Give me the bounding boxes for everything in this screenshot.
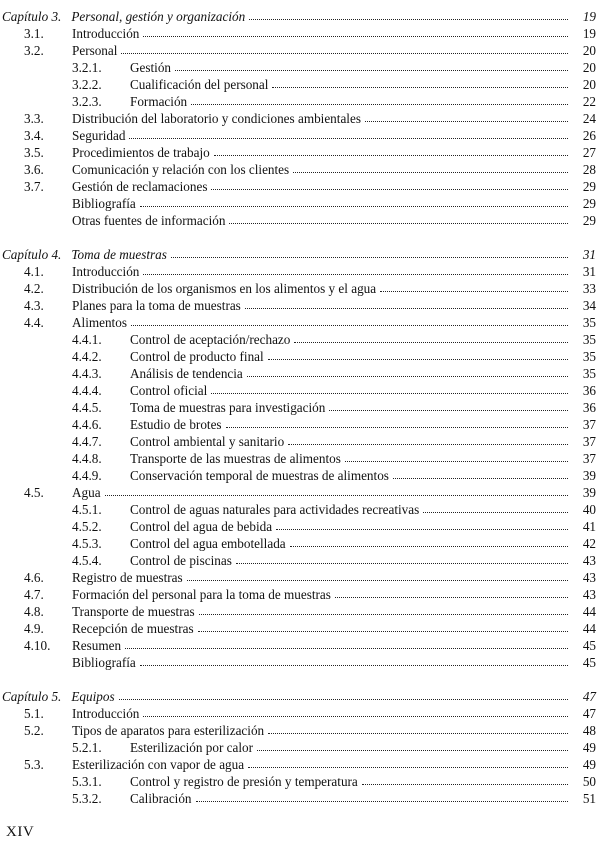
toc-page-number: 51 <box>582 791 596 806</box>
toc-entry-title: Procedimientos de trabajo <box>72 145 210 160</box>
toc-entry-title: Control ambiental y sanitario <box>130 434 285 449</box>
toc-entry-title: Estudio de brotes <box>130 417 222 432</box>
toc-page-number: 20 <box>582 43 596 58</box>
dot-leader <box>131 325 568 326</box>
toc-entry-number: 4.6. <box>24 570 44 585</box>
toc-page-number: 39 <box>582 468 596 483</box>
toc-page-number: 24 <box>582 111 596 126</box>
toc-entry-title: Cualificación del personal <box>130 77 269 92</box>
toc-entry-row <box>0 552 600 569</box>
toc-page-number: 27 <box>582 145 596 160</box>
toc-entry-number: 4.2. <box>24 281 44 296</box>
toc-page-number: 43 <box>582 587 596 602</box>
toc-entry-row <box>0 739 600 756</box>
toc-entry-row <box>0 314 600 331</box>
toc-page-number: 47 <box>582 706 596 721</box>
dot-leader <box>268 733 568 734</box>
dot-leader <box>249 19 568 20</box>
toc-entry-row <box>0 93 600 110</box>
dot-leader <box>214 155 568 156</box>
toc-entry-title: Control y registro de presión y temperatura <box>130 774 358 789</box>
toc-entry-row <box>0 348 600 365</box>
toc-entry-number: 5.3. <box>24 757 44 772</box>
toc-entry-title: Otras fuentes de información <box>72 213 226 228</box>
toc-entry-title: Agua <box>72 485 101 500</box>
toc-page-number: 31 <box>582 247 596 262</box>
dot-leader <box>121 53 568 54</box>
dot-leader <box>198 631 568 632</box>
toc-entry-title: Registro de muestras <box>72 570 183 585</box>
toc-entry-row <box>0 297 600 314</box>
toc-page-number: 39 <box>582 485 596 500</box>
toc-entry-number: 4.4. <box>24 315 44 330</box>
dot-leader <box>143 716 568 717</box>
dot-leader <box>288 444 568 445</box>
dot-leader <box>272 87 568 88</box>
toc-page-number: 28 <box>582 162 596 177</box>
toc-entry-title: Seguridad <box>72 128 126 143</box>
toc-entry-number: 4.8. <box>24 604 44 619</box>
toc-chapter-label: Capítulo 3. <box>2 9 62 24</box>
toc-entry-title: Control de producto final <box>130 349 264 364</box>
toc-page-number: 44 <box>582 604 596 619</box>
toc-entry-title: Tipos de aparatos para esterilización <box>72 723 265 738</box>
toc-entry-title: Análisis de tendencia <box>130 366 243 381</box>
toc-page-number: 43 <box>582 553 596 568</box>
toc-entry-number: 4.7. <box>24 587 44 602</box>
toc-entry-number: 4.4.4. <box>72 383 102 398</box>
toc-entry-number: 3.6. <box>24 162 44 177</box>
dot-leader <box>119 699 568 700</box>
toc-chapter-title: Equipos <box>71 689 115 704</box>
dot-leader <box>380 291 568 292</box>
toc-page-number: 43 <box>582 570 596 585</box>
toc-entry-row <box>0 365 600 382</box>
toc-entry-row <box>0 416 600 433</box>
toc-page-number: 31 <box>582 264 596 279</box>
toc-entry-number: 4.9. <box>24 621 44 636</box>
dot-leader <box>345 461 568 462</box>
toc-page-number: 29 <box>582 213 596 228</box>
dot-leader <box>393 478 568 479</box>
dot-leader <box>236 563 568 564</box>
toc-page-number: 49 <box>582 757 596 772</box>
dot-leader <box>226 427 568 428</box>
toc-chapter-title: Personal, gestión y organización <box>71 9 246 24</box>
toc-entry-row <box>0 280 600 297</box>
toc-entry-row <box>0 518 600 535</box>
dot-leader <box>211 393 568 394</box>
toc-entry-number: 4.3. <box>24 298 44 313</box>
toc-entry-number: 4.4.8. <box>72 451 102 466</box>
toc-entry-number: 4.4.2. <box>72 349 102 364</box>
toc-entry-title: Planes para la toma de muestras <box>72 298 241 313</box>
dot-leader <box>191 104 568 105</box>
toc-entry-row <box>0 603 600 620</box>
toc-entry-row <box>0 484 600 501</box>
toc-chapter-row <box>0 8 600 25</box>
dot-leader <box>268 359 568 360</box>
toc-entry-number: 4.4.6. <box>72 417 102 432</box>
toc-entry-title: Bibliografía <box>72 655 136 670</box>
toc-entry-row <box>0 705 600 722</box>
toc-page-number: 36 <box>582 383 596 398</box>
toc-entry-row <box>0 637 600 654</box>
toc-entry-row <box>0 382 600 399</box>
toc-entry-title: Personal <box>72 43 118 58</box>
toc-entry-number: 3.2.1. <box>72 60 102 75</box>
toc-page-number: 48 <box>582 723 596 738</box>
toc-entry-title: Distribución del laboratorio y condiciones ambientales <box>72 111 361 126</box>
toc-entry-row <box>0 773 600 790</box>
toc-entry-title: Bibliografía <box>72 196 136 211</box>
toc-entry-number: 3.1. <box>24 26 44 41</box>
toc-entry-number: 4.5.4. <box>72 553 102 568</box>
dot-leader <box>245 308 568 309</box>
toc-page-number: 26 <box>582 128 596 143</box>
toc-entry-number: 5.3.1. <box>72 774 102 789</box>
dot-leader <box>229 223 568 224</box>
toc-entry-number: 4.4.7. <box>72 434 102 449</box>
toc-entry-row <box>0 501 600 518</box>
dot-leader <box>365 121 568 122</box>
toc-entry-row <box>0 110 600 127</box>
toc-entry-title: Resumen <box>72 638 122 653</box>
toc-entry-number: 4.4.5. <box>72 400 102 415</box>
toc-page-number: 40 <box>582 502 596 517</box>
toc-entry-row <box>0 331 600 348</box>
toc-page-number: 37 <box>582 451 596 466</box>
toc-entry-row <box>0 722 600 739</box>
dot-leader <box>143 274 568 275</box>
page-number-footer: XIV <box>6 824 35 840</box>
toc-entry-title: Control de aguas naturales para actividades recreativas <box>130 502 420 517</box>
toc-entry-row <box>0 25 600 42</box>
toc-page-number: 35 <box>582 366 596 381</box>
toc-page-number: 20 <box>582 60 596 75</box>
dot-leader <box>362 784 568 785</box>
toc-entry-number: 4.4.9. <box>72 468 102 483</box>
toc-entry-row <box>0 42 600 59</box>
toc-entry-title: Gestión <box>130 60 172 75</box>
dot-leader <box>196 801 568 802</box>
toc-page-number: 22 <box>582 94 596 109</box>
toc-entry-row <box>0 59 600 76</box>
dot-leader <box>329 410 568 411</box>
toc-entry-title: Control oficial <box>130 383 208 398</box>
toc-page-number: 19 <box>582 26 596 41</box>
dot-leader <box>105 495 568 496</box>
toc-page-number: 29 <box>582 179 596 194</box>
toc-entry-title: Control de aceptación/rechazo <box>130 332 291 347</box>
toc-entry-row <box>0 212 600 229</box>
toc-entry-title: Conservación temporal de muestras de alimentos <box>130 468 389 483</box>
dot-leader <box>140 206 568 207</box>
toc-entry-number: 3.2.2. <box>72 77 102 92</box>
toc-entry-row <box>0 620 600 637</box>
dot-leader <box>129 138 568 139</box>
dot-leader <box>248 767 568 768</box>
toc-entry-title: Introducción <box>72 706 140 721</box>
toc-entry-title: Distribución de los organismos en los alimentos y el agua <box>72 281 377 296</box>
toc-entry-title: Calibración <box>130 791 192 806</box>
toc-entry-number: 4.5.3. <box>72 536 102 551</box>
toc-entry-title: Formación del personal para la toma de muestras <box>72 587 331 602</box>
toc-entry-title: Recepción de muestras <box>72 621 194 636</box>
dot-leader <box>247 376 568 377</box>
toc-page-number: 35 <box>582 315 596 330</box>
toc-entry-row <box>0 178 600 195</box>
toc-page-number: 29 <box>582 196 596 211</box>
dot-leader <box>423 512 568 513</box>
toc-entry-row <box>0 433 600 450</box>
toc-entry-number: 4.5.2. <box>72 519 102 534</box>
toc-entry-number: 4.1. <box>24 264 44 279</box>
toc-entry-number: 4.4.1. <box>72 332 102 347</box>
dot-leader <box>187 580 568 581</box>
toc-entry-row <box>0 756 600 773</box>
toc-entry-title: Control del agua embotellada <box>130 536 286 551</box>
toc-page-number: 49 <box>582 740 596 755</box>
toc-entry-row <box>0 654 600 671</box>
toc-page-number: 37 <box>582 434 596 449</box>
dot-leader <box>290 546 568 547</box>
dot-leader <box>276 529 568 530</box>
toc-entry-number: 3.2.3. <box>72 94 102 109</box>
toc-entry-number: 4.4.3. <box>72 366 102 381</box>
toc-entry-number: 5.3.2. <box>72 791 102 806</box>
dot-leader <box>143 36 568 37</box>
toc-page-number: 42 <box>582 536 596 551</box>
toc-entry-title: Esterilización por calor <box>130 740 254 755</box>
toc-entry-number: 5.1. <box>24 706 44 721</box>
toc-entry-row <box>0 535 600 552</box>
toc-page-number: 50 <box>582 774 596 789</box>
toc-entry-row <box>0 399 600 416</box>
dot-leader <box>294 342 568 343</box>
dot-leader <box>125 648 568 649</box>
toc-entry-row <box>0 263 600 280</box>
toc-entry-number: 4.5. <box>24 485 44 500</box>
toc-entry-title: Alimentos <box>72 315 127 330</box>
toc-chapter-row <box>0 688 600 705</box>
toc-entry-title: Comunicación y relación con los clientes <box>72 162 290 177</box>
toc-entry-number: 5.2. <box>24 723 44 738</box>
toc-entry-number: 3.3. <box>24 111 44 126</box>
toc-entry-row <box>0 76 600 93</box>
toc-entry-number: 3.4. <box>24 128 44 143</box>
toc-entry-row <box>0 586 600 603</box>
dot-leader <box>257 750 568 751</box>
dot-leader <box>140 665 568 666</box>
toc-entry-row <box>0 569 600 586</box>
toc-entry-title: Gestión de reclamaciones <box>72 179 208 194</box>
toc-entry-number: 4.10. <box>24 638 51 653</box>
toc-page-number: 19 <box>582 9 596 24</box>
toc-page-number: 35 <box>582 349 596 364</box>
dot-leader <box>335 597 568 598</box>
toc-entry-row <box>0 195 600 212</box>
toc-page-number: 45 <box>582 638 596 653</box>
toc-chapter-label: Capítulo 4. <box>2 247 62 262</box>
toc-entry-title: Toma de muestras para investigación <box>130 400 326 415</box>
toc-entry-row <box>0 127 600 144</box>
toc-page-number: 41 <box>582 519 596 534</box>
toc-entry-row <box>0 790 600 807</box>
dot-leader <box>199 614 568 615</box>
dot-leader <box>171 257 568 258</box>
toc-entry-title: Introducción <box>72 26 140 41</box>
toc-page-number: 36 <box>582 400 596 415</box>
toc-chapter-label: Capítulo 5. <box>2 689 62 704</box>
toc-entry-row <box>0 161 600 178</box>
toc-page-number: 20 <box>582 77 596 92</box>
toc-page-number: 44 <box>582 621 596 636</box>
toc-entry-number: 3.5. <box>24 145 44 160</box>
toc-page-number: 45 <box>582 655 596 670</box>
toc-entry-row <box>0 144 600 161</box>
toc-page-number: 35 <box>582 332 596 347</box>
toc-entry-number: 3.2. <box>24 43 44 58</box>
toc-entry-title: Introducción <box>72 264 140 279</box>
toc-chapter-title: Toma de muestras <box>71 247 167 262</box>
toc-page-number: 47 <box>582 689 596 704</box>
toc-entry-row <box>0 450 600 467</box>
toc-entry-number: 5.2.1. <box>72 740 102 755</box>
toc-entry-title: Esterilización con vapor de agua <box>72 757 245 772</box>
toc-entry-number: 3.7. <box>24 179 44 194</box>
toc-page-number: 34 <box>582 298 596 313</box>
toc-entry-title: Formación <box>130 94 188 109</box>
toc-entry-row <box>0 467 600 484</box>
toc-entry-title: Transporte de muestras <box>72 604 195 619</box>
dot-leader <box>211 189 568 190</box>
dot-leader <box>293 172 568 173</box>
dot-leader <box>175 70 568 71</box>
toc-entry-number: 4.5.1. <box>72 502 102 517</box>
toc-page-number: 37 <box>582 417 596 432</box>
toc-entry-title: Control de piscinas <box>130 553 232 568</box>
toc-entry-title: Control del agua de bebida <box>130 519 273 534</box>
toc-chapter-row <box>0 246 600 263</box>
toc-page-number: 33 <box>582 281 596 296</box>
toc-entry-title: Transporte de las muestras de alimentos <box>130 451 341 466</box>
